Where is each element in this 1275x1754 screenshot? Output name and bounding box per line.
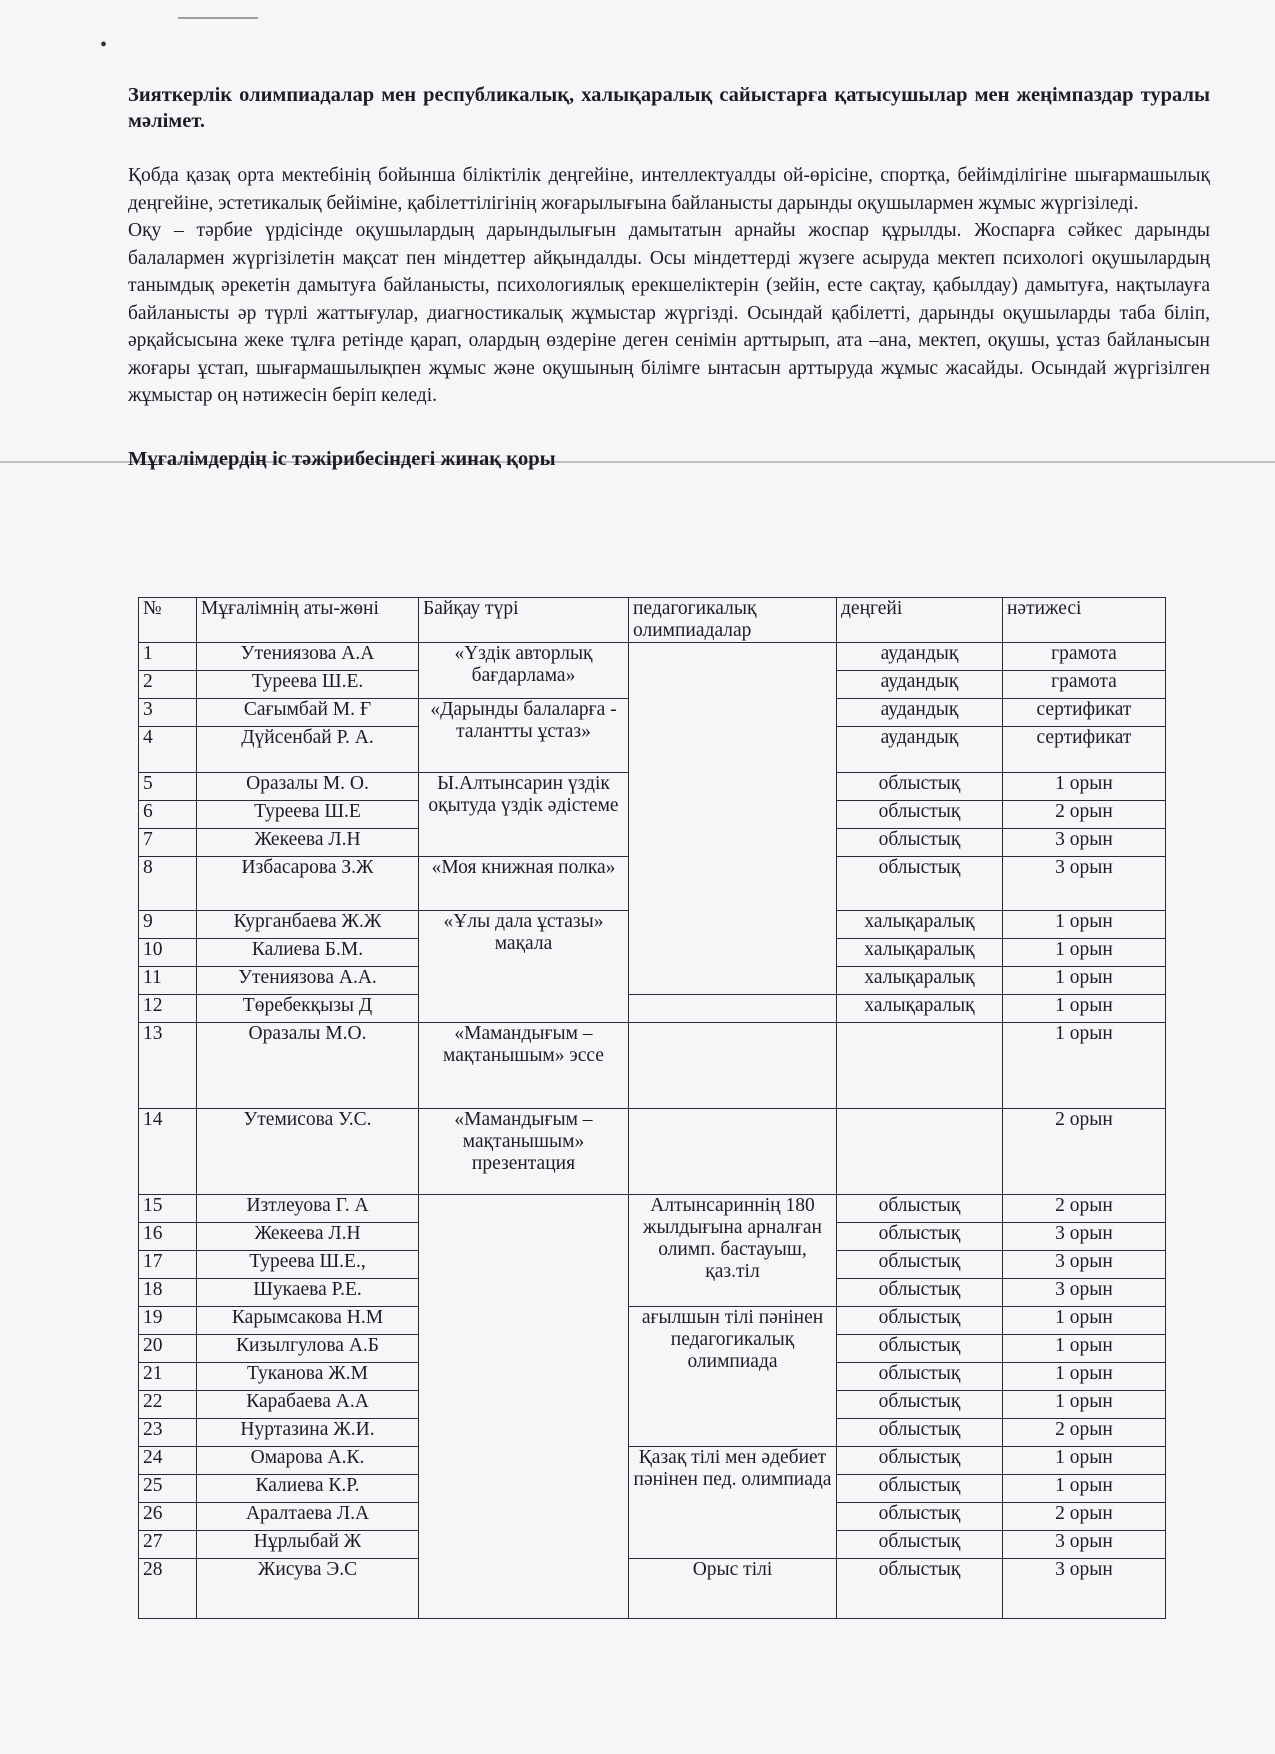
teacher-name: Утениязова А.А. <box>197 967 419 995</box>
table-row <box>139 1447 1166 1475</box>
level: облыстық <box>837 1307 1003 1335</box>
row-num: 16 <box>139 1223 197 1251</box>
scan-artifact-line <box>178 17 258 19</box>
level: облыстық <box>837 1503 1003 1531</box>
level: аудандық <box>837 727 1003 773</box>
teacher-name: Нуртазина Ж.И. <box>197 1419 419 1447</box>
result: 1 орын <box>1003 967 1166 995</box>
teacher-name: Жисува Э.С <box>197 1559 419 1619</box>
contest-type: «Мамандығым – мақтанышым» презентация <box>419 1109 629 1195</box>
result: 1 орын <box>1003 939 1166 967</box>
teacher-name: Калиева Б.М. <box>197 939 419 967</box>
teacher-name: Омарова А.К. <box>197 1447 419 1475</box>
row-num: 22 <box>139 1391 197 1419</box>
teacher-name: Аралтаева Л.А <box>197 1503 419 1531</box>
row-num: 21 <box>139 1363 197 1391</box>
table-header-row <box>139 598 1166 643</box>
result: 1 орын <box>1003 1475 1166 1503</box>
row-num: 24 <box>139 1447 197 1475</box>
teacher-name: Кизылгулова А.Б <box>197 1335 419 1363</box>
result: 3 орын <box>1003 1223 1166 1251</box>
level: халықаралық <box>837 939 1003 967</box>
result: 1 орын <box>1003 995 1166 1023</box>
teacher-name: Утемисова У.С. <box>197 1109 419 1195</box>
result: 1 орын <box>1003 1363 1166 1391</box>
header-olympiad: педагогикалық олимпиадалар <box>629 598 837 643</box>
row-num: 12 <box>139 995 197 1023</box>
level: облыстық <box>837 857 1003 911</box>
level: аудандық <box>837 699 1003 727</box>
row-num: 11 <box>139 967 197 995</box>
result: 3 орын <box>1003 829 1166 857</box>
table-row <box>139 643 1166 671</box>
result: 3 орын <box>1003 1251 1166 1279</box>
document-title: Зияткерлік олимпиадалар мен республикалық, халықаралық сайыстарға қатысушылар мен жеңімпаздар туралы мәлімет. <box>128 84 1210 132</box>
header-level: деңгейі <box>837 598 1003 643</box>
result: 1 орын <box>1003 1447 1166 1475</box>
row-num: 2 <box>139 671 197 699</box>
header-name: Мұғалімнің аты-жөні <box>197 598 419 643</box>
result: 3 орын <box>1003 1559 1166 1619</box>
paragraph-2: Оқу – тәрбие үрдісінде оқушылардың дарындылығын дамытатын арнайы жоспар құрылды. Жоспарға сәйкес дарынды балалармен жүргізілетін мақсат пен міндеттер айқындалды. Осы міндеттерді жүзеге асыруда мектеп психологі оқушылардың танымдық әрекетін дамытуға байланысты, психологиялық ерекшеліктерін (зейін, есте сақтау, қабылдау) дамытуға, нақтылауға байланысты әр түрлі жаттығулар, диагностикалық жұмыстар жүргізді. Осындай қабілетті, дарынды оқушыларды таба біліп, әрқайсысына жеке тұлға ретінде қарап, олардың өздеріне деген сенімін арттырып, ата –ана, мектеп, оқушы, ұстаз байланысын жоғары ұстап, шығармашылықпен жұмыс және оқушының білімге ынтасын арттыруда жұмыс жасайды. Осындай жүргізілген жұмыстар оң нәтижесін беріп келеді. <box>128 220 1210 406</box>
teacher-name: Туреева Ш.Е., <box>197 1251 419 1279</box>
teacher-name: Сағымбай М. Ғ <box>197 699 419 727</box>
result: 1 орын <box>1003 1307 1166 1335</box>
result: грамота <box>1003 671 1166 699</box>
level <box>837 1109 1003 1195</box>
teacher-name: Карабаева А.А <box>197 1391 419 1419</box>
document-body <box>128 82 1210 472</box>
row-num: 3 <box>139 699 197 727</box>
level: облыстық <box>837 1391 1003 1419</box>
teacher-name: Нұрлыбай Ж <box>197 1531 419 1559</box>
teacher-name: Туреева Ш.Е <box>197 801 419 829</box>
level: облыстық <box>837 1531 1003 1559</box>
level: облыстық <box>837 1447 1003 1475</box>
row-num: 6 <box>139 801 197 829</box>
row-num: 14 <box>139 1109 197 1195</box>
result: 2 орын <box>1003 801 1166 829</box>
olympiad-type: ағылшын тілі пәнінен педагогикалық олимпиада <box>629 1307 837 1447</box>
row-num: 7 <box>139 829 197 857</box>
row-num: 19 <box>139 1307 197 1335</box>
result: 1 орын <box>1003 1391 1166 1419</box>
level: облыстық <box>837 1475 1003 1503</box>
row-num: 13 <box>139 1023 197 1109</box>
result: сертификат <box>1003 727 1166 773</box>
result: грамота <box>1003 643 1166 671</box>
row-num: 27 <box>139 1531 197 1559</box>
level: облыстық <box>837 801 1003 829</box>
row-num: 5 <box>139 773 197 801</box>
row-num: 26 <box>139 1503 197 1531</box>
level: халықаралық <box>837 967 1003 995</box>
result: 1 орын <box>1003 1335 1166 1363</box>
teacher-name: Оразалы М. О. <box>197 773 419 801</box>
level: облыстық <box>837 1419 1003 1447</box>
result: 3 орын <box>1003 1279 1166 1307</box>
olympiad-empty <box>629 995 837 1023</box>
result: 3 орын <box>1003 1531 1166 1559</box>
row-num: 17 <box>139 1251 197 1279</box>
header-num: № <box>139 598 197 643</box>
header-result: нәтижесі <box>1003 598 1166 643</box>
row-num: 4 <box>139 727 197 773</box>
level: облыстық <box>837 1223 1003 1251</box>
teacher-name: Жекеева Л.Н <box>197 1223 419 1251</box>
olympiad-type: Алтынсариннің 180 жылдығына арналған олимп. бастауыш, қаз.тіл <box>629 1195 837 1307</box>
teacher-name: Төребекқызы Д <box>197 995 419 1023</box>
contest-type: «Үздік авторлық бағдарлама» <box>419 643 629 699</box>
teacher-name: Курганбаева Ж.Ж <box>197 911 419 939</box>
contest-type: «Моя книжная полка» <box>419 857 629 911</box>
contest-type: «Дарынды балаларға - талантты ұстаз» <box>419 699 629 773</box>
row-num: 20 <box>139 1335 197 1363</box>
row-num: 15 <box>139 1195 197 1223</box>
section-title: Мұғалімдердің іс тәжірибесіндегі жинақ қоры <box>128 447 556 470</box>
row-num: 8 <box>139 857 197 911</box>
teacher-name: Карымсакова Н.М <box>197 1307 419 1335</box>
contest-empty <box>419 1195 629 1619</box>
result: 2 орын <box>1003 1503 1166 1531</box>
row-num: 9 <box>139 911 197 939</box>
level: облыстық <box>837 829 1003 857</box>
table-row <box>139 1109 1166 1195</box>
level: облыстық <box>837 1335 1003 1363</box>
level: облыстық <box>837 1363 1003 1391</box>
row-num: 23 <box>139 1419 197 1447</box>
olympiad-empty <box>629 1109 837 1195</box>
teacher-name: Оразалы М.О. <box>197 1023 419 1109</box>
teacher-name: Калиева К.Р. <box>197 1475 419 1503</box>
olympiad-type: Орыс тілі <box>629 1559 837 1619</box>
teacher-name: Дүйсенбай Р. А. <box>197 727 419 773</box>
scan-speck: • <box>100 34 108 56</box>
result: 1 орын <box>1003 1023 1166 1109</box>
level: облыстық <box>837 1279 1003 1307</box>
header-contest: Байқау түрі <box>419 598 629 643</box>
level: облыстық <box>837 773 1003 801</box>
result: 1 орын <box>1003 773 1166 801</box>
level: халықаралық <box>837 995 1003 1023</box>
contest-type: «Ұлы дала ұстазы» мақала <box>419 911 629 1023</box>
level: облыстық <box>837 1251 1003 1279</box>
olympiad-type: Қазақ тілі мен әдебиет пәнінен пед. олимпиада <box>629 1447 837 1559</box>
level <box>837 1023 1003 1109</box>
teacher-name: Утениязова А.А <box>197 643 419 671</box>
paragraph-1: Қобда қазақ орта мектебінің бойынша біліктілік деңгейіне, интеллектуалды ой-өрісіне, спортқа, бейімділігіне шығармашылық деңгейіне, эстетикалық бейіміне, қабілеттілігінің жоғарылығына байланысты дарынды оқушылармен жұмыс жүргізіледі. <box>128 165 1210 214</box>
level: аудандық <box>837 643 1003 671</box>
table-row <box>139 1023 1166 1109</box>
teachers-table <box>138 597 1166 1619</box>
teacher-name: Жекеева Л.Н <box>197 829 419 857</box>
table-row <box>139 995 1166 1023</box>
table-row <box>139 1559 1166 1619</box>
olympiad-empty <box>629 1023 837 1109</box>
level: аудандық <box>837 671 1003 699</box>
contest-type: Ы.Алтынсарин үздік оқытуда үздік әдістеме <box>419 773 629 857</box>
teacher-name: Туканова Ж.М <box>197 1363 419 1391</box>
result: сертификат <box>1003 699 1166 727</box>
contest-type: «Мамандығым – мақтанышым» эссе <box>419 1023 629 1109</box>
teacher-name: Шукаева Р.Е. <box>197 1279 419 1307</box>
result: 1 орын <box>1003 911 1166 939</box>
table-row <box>139 1195 1166 1223</box>
result: 2 орын <box>1003 1419 1166 1447</box>
table-row <box>139 1307 1166 1335</box>
level: облыстық <box>837 1195 1003 1223</box>
row-num: 25 <box>139 1475 197 1503</box>
row-num: 18 <box>139 1279 197 1307</box>
row-num: 1 <box>139 643 197 671</box>
teacher-name: Избасарова З.Ж <box>197 857 419 911</box>
teacher-name: Изтлеуова Г. А <box>197 1195 419 1223</box>
result: 2 орын <box>1003 1195 1166 1223</box>
row-num: 28 <box>139 1559 197 1619</box>
row-num: 10 <box>139 939 197 967</box>
result: 2 орын <box>1003 1109 1166 1195</box>
level: халықаралық <box>837 911 1003 939</box>
olympiad-empty <box>629 643 837 995</box>
level: облыстық <box>837 1559 1003 1619</box>
result: 3 орын <box>1003 857 1166 911</box>
teacher-name: Туреева Ш.Е. <box>197 671 419 699</box>
